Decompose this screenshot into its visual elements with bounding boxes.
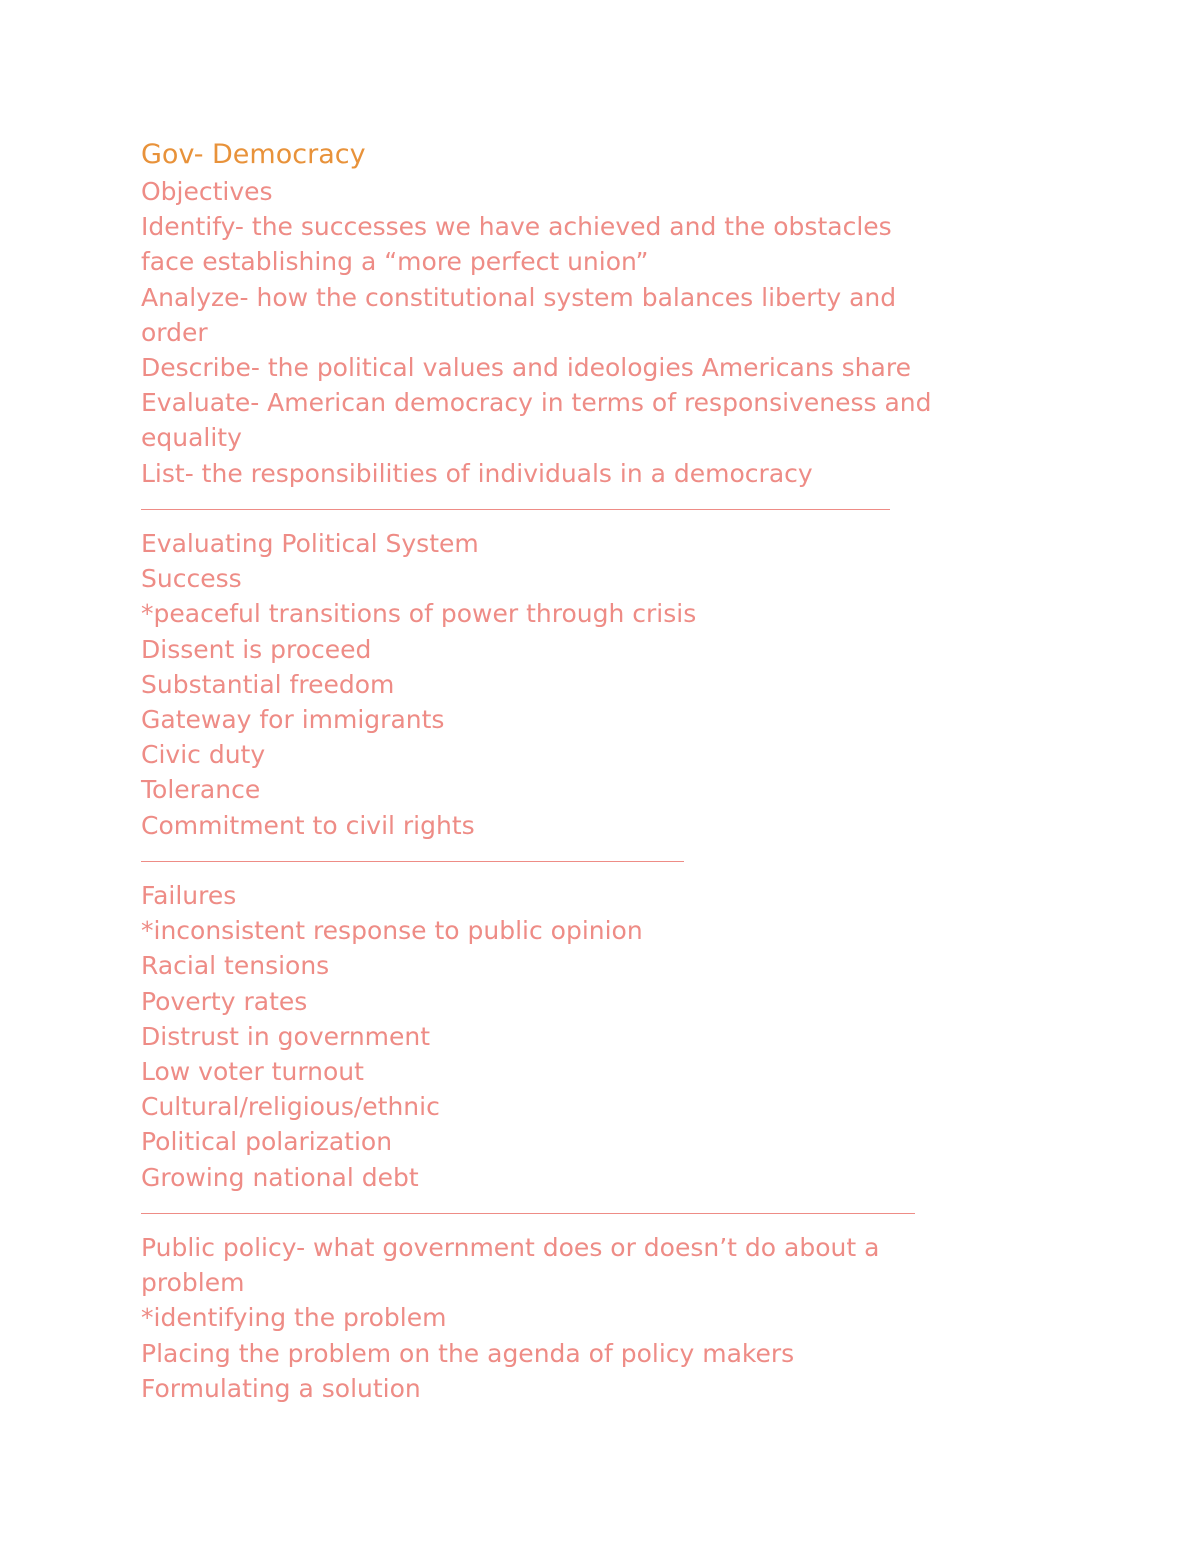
- failure-item: *inconsistent response to public opinion: [141, 916, 643, 946]
- objective-line: List- the responsibilities of individuals in a democracy: [141, 458, 813, 488]
- section-divider: [141, 1195, 1061, 1230]
- objective-line: Analyze- how the constitutional system balances liberty and: [141, 282, 897, 312]
- objective-line: Describe- the political values and ideologies Americans share: [141, 353, 911, 383]
- success-item: Gateway for immigrants: [141, 705, 445, 735]
- objective-line: order: [141, 317, 208, 347]
- success-section-heading: Evaluating Political System: [141, 529, 479, 559]
- failures-heading: Failures: [141, 881, 237, 911]
- failure-item: Cultural/religious/ethnic: [141, 1092, 440, 1122]
- failure-item: Distrust in government: [141, 1021, 431, 1051]
- failure-item: Low voter turnout: [141, 1057, 364, 1087]
- failure-item: Poverty rates: [141, 986, 308, 1016]
- section-divider: [141, 843, 1061, 878]
- objective-line: Identify- the successes we have achieved and the obstacles: [141, 212, 892, 242]
- success-item: Commitment to civil rights: [141, 810, 475, 840]
- success-item: *peaceful transitions of power through crisis: [141, 599, 697, 629]
- success-item: Dissent is proceed: [141, 634, 372, 664]
- objectives-heading: Objectives: [141, 177, 273, 206]
- policy-line: *identifying the problem: [141, 1303, 447, 1333]
- objective-line: face establishing a “more perfect union”: [141, 247, 649, 277]
- success-subheading: Success: [141, 564, 242, 594]
- objective-line: Evaluate- American democracy in terms of responsiveness and: [141, 388, 932, 418]
- objective-line: equality: [141, 423, 242, 453]
- failure-item: Growing national debt: [141, 1162, 419, 1192]
- failure-item: Political polarization: [141, 1127, 393, 1157]
- failure-item: Racial tensions: [141, 951, 330, 981]
- success-item: Tolerance: [141, 775, 261, 805]
- policy-line: Public policy- what government does or doesn’t do about a: [141, 1233, 880, 1263]
- policy-line: Placing the problem on the agenda of policy makers: [141, 1338, 795, 1368]
- success-item: Substantial freedom: [141, 669, 395, 699]
- policy-line: Formulating a solution: [141, 1373, 421, 1403]
- policy-line: problem: [141, 1268, 245, 1298]
- document-page: [141, 136, 1061, 1406]
- success-item: Civic duty: [141, 740, 266, 770]
- document-title: Gov- Democracy: [141, 139, 366, 170]
- section-divider: [141, 491, 1061, 526]
